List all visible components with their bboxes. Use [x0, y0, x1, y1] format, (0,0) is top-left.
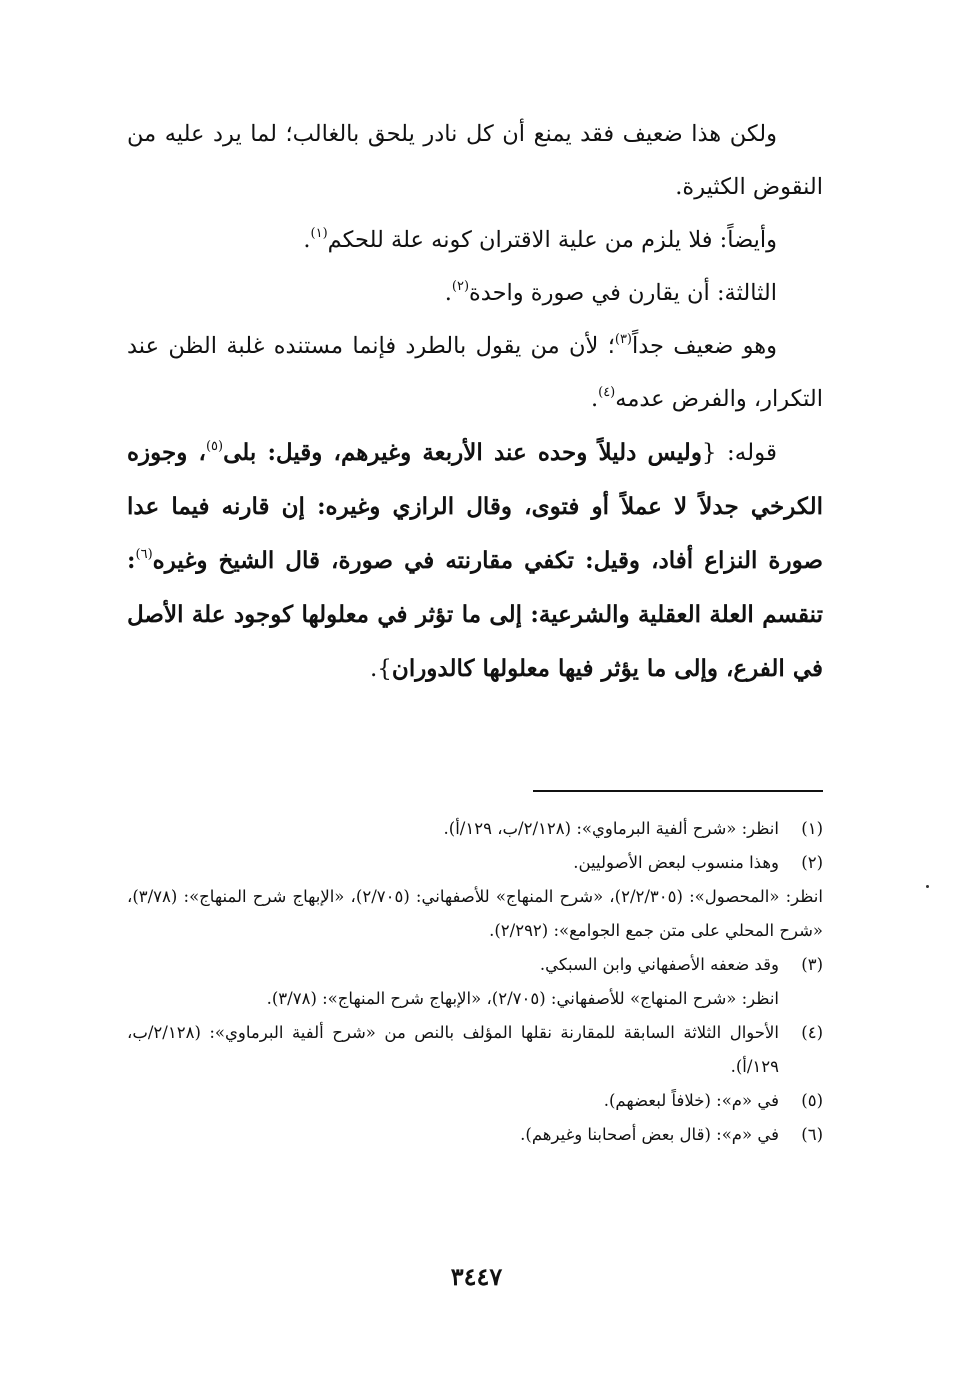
paragraph-3-end: . — [444, 280, 452, 306]
footnote-2 — [127, 846, 823, 880]
margin-dot — [926, 885, 929, 888]
footnote-6 — [127, 1118, 823, 1152]
quote-part-a: وليس دليلاً وحده عند الأربعة وغيرهم، وقيل: بلى — [223, 439, 702, 466]
paragraph-4-part-a: وهو ضعيف جداً — [632, 333, 778, 359]
footnotes — [127, 812, 823, 1152]
footnote-body — [127, 1118, 779, 1152]
paragraph-4 — [127, 320, 823, 426]
footnote-3 — [127, 948, 823, 1016]
footnote-number: (١) — [801, 819, 823, 838]
footnote-number: (٤) — [801, 1023, 823, 1042]
footnote-4 — [127, 1016, 823, 1084]
footnote-line: وهذا منسوب لبعض الأصوليين. — [573, 853, 779, 872]
paragraph-4-end: . — [590, 386, 599, 412]
quote-intro: قوله: { — [701, 440, 777, 466]
footnote-line: في «م»: (قال بعض أصحابنا وغيرهم). — [520, 1125, 779, 1144]
footnote-body — [127, 1084, 779, 1118]
quote-part-b: ، وجوزه الكرخي جدلاً لا عملاً أو فتوى، وقال الرازي وغيره: إن قارنه فيما عدا صورة النزاع أفاد، وقيل: تكفي مقارنته في صورة، قال الشيخ وغيره — [127, 439, 823, 574]
quoted-passage — [127, 426, 823, 696]
footnote-number: (٥) — [801, 1091, 823, 1110]
footnote-ref-4[interactable]: (٤) — [598, 385, 616, 400]
footnote-separator — [533, 790, 823, 792]
footnote-ref-2[interactable]: (٢) — [451, 279, 470, 294]
quote-end: }. — [369, 656, 392, 682]
footnote-ref-1[interactable]: (١) — [310, 226, 328, 241]
footnote-number: (٦) — [801, 1125, 823, 1144]
footnote-line: انظر: «شرح المنهاج» للأصفهاني: (٢/٧٠٥)، «الإبهاج شرح المنهاج»: (٣/٧٨). — [266, 989, 779, 1008]
paragraph-2 — [127, 214, 823, 267]
footnote-body — [127, 948, 779, 1016]
paragraph-3 — [127, 267, 823, 320]
footnote-ref-3[interactable]: (٣) — [614, 332, 632, 347]
footnote-2-continuation: انظر: «المحصول»: (٢/٢/٣٠٥)، «شرح المنهاج» للأصفهاني: (٢/٧٠٥)، «الإبهاج شرح المنهاج»: (٣/٧٨)، «شرح المحلي على متن جمع الجوامع»: (٢/٢٩٢). — [127, 887, 823, 940]
footnote-line: انظر: «شرح ألفية البرماوي»: (٢/١٢٨/ب، ١٢٩/أ). — [443, 819, 779, 838]
footnote-5 — [127, 1084, 823, 1118]
paragraph-4-part-b: ؛ لأن من يقول بالطرد فإنما مستنده غلبة الظن عند التكرار، والفرض عدمه — [127, 333, 823, 412]
footnote-line: وقد ضعفه الأصفهاني وابن السبكي. — [539, 955, 779, 974]
footnote-body — [127, 812, 779, 846]
footnote-ref-5[interactable]: (٥) — [205, 439, 224, 454]
quote-part-c: : تنقسم العلة العقلية والشرعية: إلى ما تؤثر في معلولها كوجود علة الأصل في الفرع، وإلى ما يؤثر فيها معلولها كالدوران — [127, 547, 823, 682]
paragraph-2-end: . — [303, 227, 311, 253]
footnote-number: (٢) — [801, 853, 823, 872]
footnote-1 — [127, 812, 823, 846]
footnote-body — [127, 846, 779, 880]
footnote-line: في «م»: (خلافاً لبعضهم). — [603, 1091, 779, 1110]
paragraph-1: ولكن هذا ضعيف فقد يمنع أن كل نادر يلحق بالغالب؛ لما يرد عليه من النقوض الكثيرة. — [127, 121, 823, 200]
footnote-ref-6[interactable]: (٦) — [135, 547, 153, 562]
footnote-body — [127, 1016, 779, 1084]
paragraph-2-text: وأيضاً: فلا يلزم من علية الاقتران كونه علة للحكم — [327, 227, 777, 253]
footnote-line: الأحوال الثلاثة السابقة للمقارنة نقلها المؤلف بالنص من «شرح ألفية البرماوي»: (٢/١٢٨/ب، ١٢٩/أ). — [127, 1023, 779, 1076]
main-text — [127, 108, 823, 696]
paragraph-3-text: الثالثة: أن يقارن في صورة واحدة — [469, 280, 777, 306]
footnote-number: (٣) — [801, 955, 823, 974]
page-number: ٣٤٤٧ — [450, 1262, 503, 1291]
